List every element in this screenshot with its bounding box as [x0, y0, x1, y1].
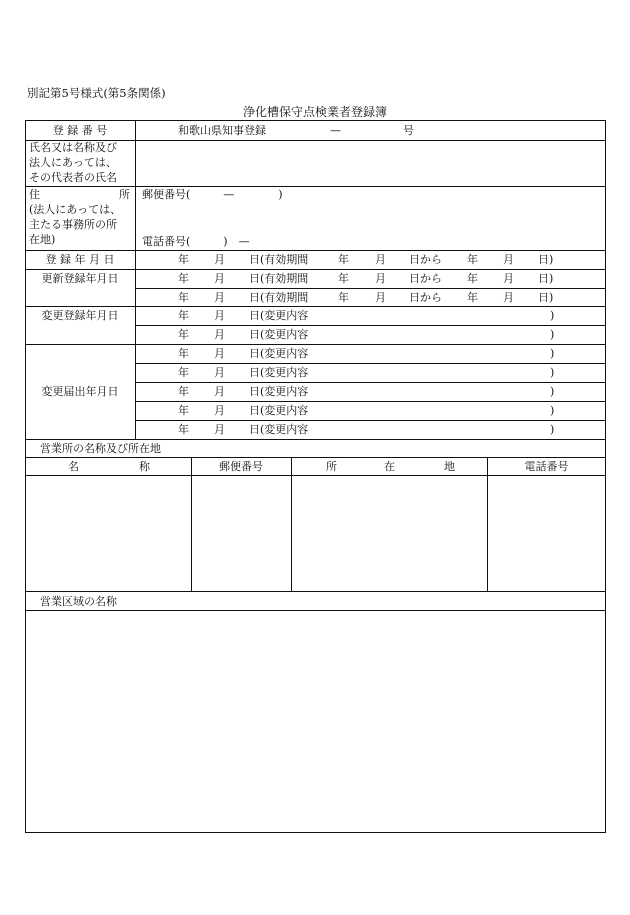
registration-date-label: 登 録 年 月 日: [45, 253, 115, 266]
offices-section-title: 営業所の名称及び所在地: [40, 442, 161, 455]
col-header-address-a: 所: [326, 460, 337, 473]
registration-dash: —: [330, 124, 341, 137]
col-header-name-b: 称: [139, 460, 150, 473]
postal-code-field: 郵便番号( — ): [142, 188, 283, 201]
registration-number-label: 登 録 番 号: [52, 123, 108, 137]
document-title: 浄化槽保守点検業者登録簿: [242, 105, 387, 119]
address-label-head-right: 所: [119, 188, 130, 201]
phone-number-field: 電話番号( ) —: [142, 235, 250, 248]
col-header-address-b: 在: [384, 460, 395, 473]
col-header-name-a: 名: [68, 460, 79, 473]
registration-suffix: 号: [403, 124, 414, 137]
col-header-address-c: 地: [444, 460, 455, 473]
business-area-title: 営業区域の名称: [40, 595, 117, 608]
name-label: 氏名又は名称及び 法人にあっては、 その代表者の氏名: [29, 141, 117, 184]
registration-prefix: 和歌山県知事登録: [178, 124, 266, 137]
col-header-phone: 電話番号: [524, 459, 569, 473]
change-registration-label: 変更登録年月日: [41, 309, 119, 322]
address-label-head-left: 住: [29, 188, 40, 201]
renewal-date-label: 更新登録年月日: [41, 272, 119, 285]
form-note: 別記第5号様式(第5条関係): [27, 86, 166, 100]
col-header-postal: 郵便番号: [219, 459, 263, 473]
change-notification-label: 変更届出年月日: [41, 385, 119, 398]
address-label: (法人にあっては、 主たる事務所の所 在地): [29, 203, 122, 246]
